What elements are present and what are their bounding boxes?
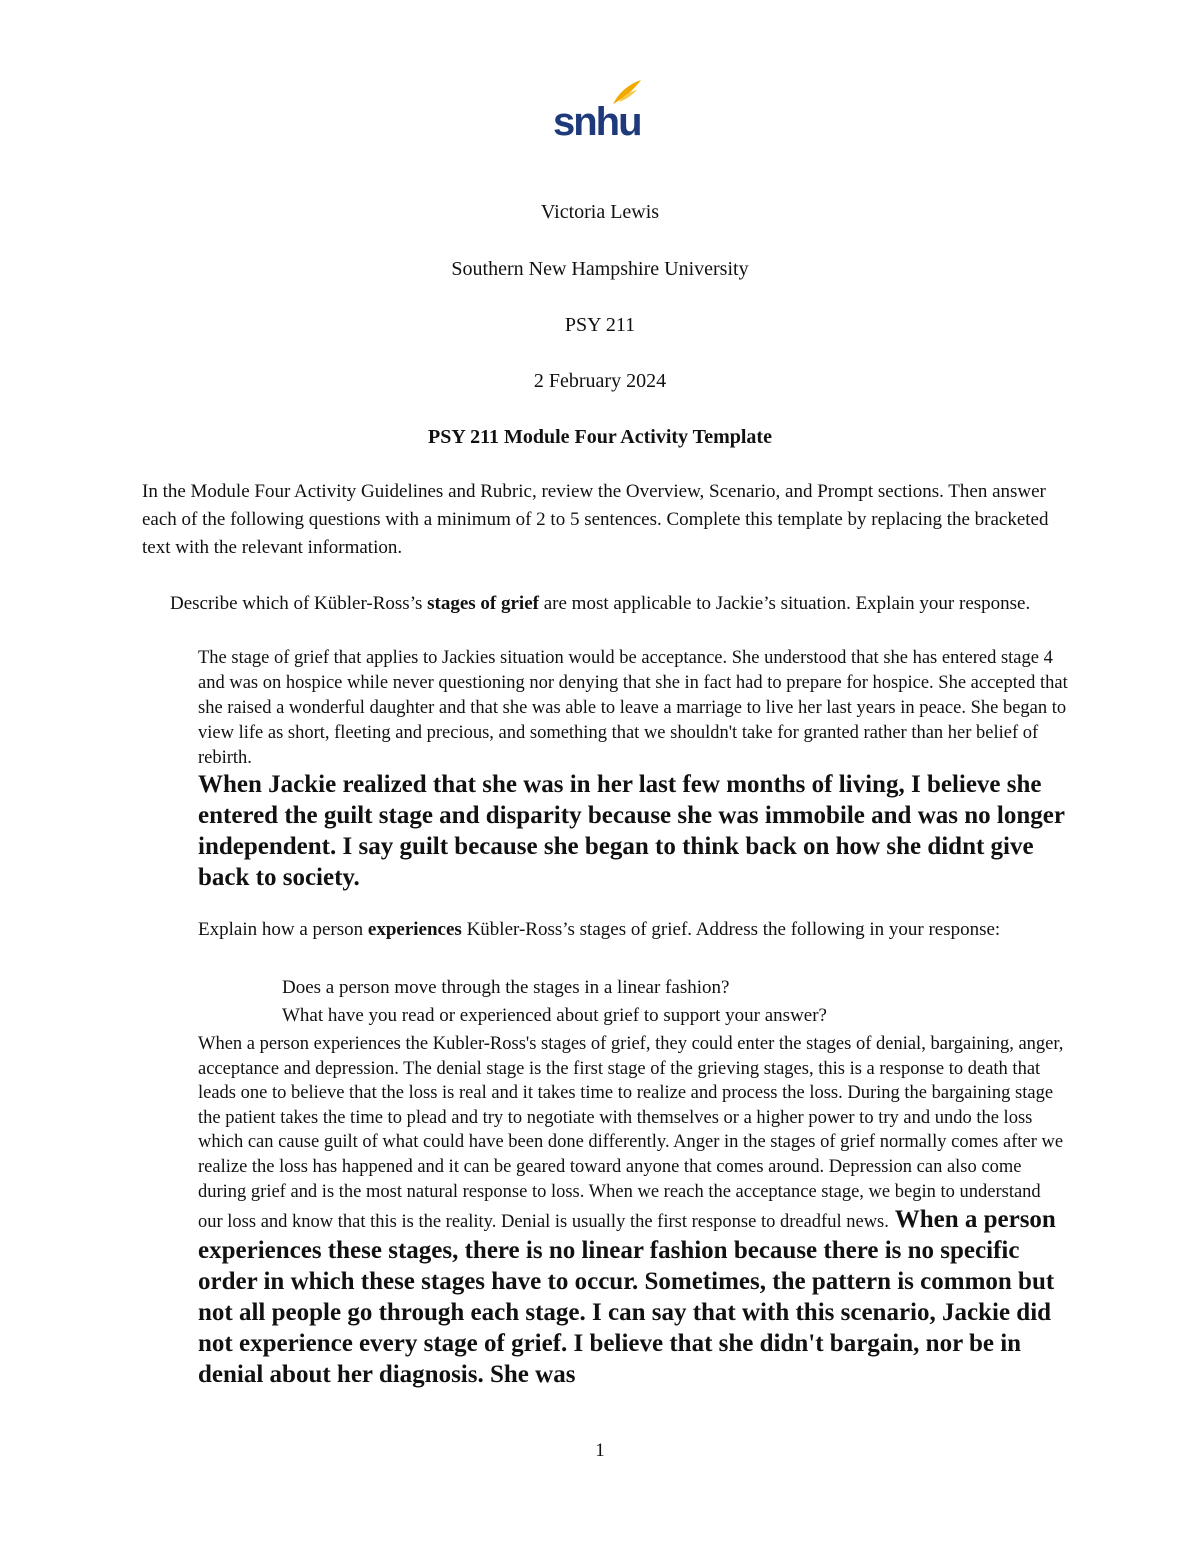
logo-text: snhu — [553, 100, 641, 144]
question-2-sub-1: Does a person move through the stages in a linear fashion? — [282, 977, 730, 998]
question-1 — [170, 590, 1070, 618]
question-2-pre: Explain how a person — [198, 919, 368, 940]
question-2-post: Kübler-Ross’s stages of grief. Address the following in your response: — [461, 919, 1001, 940]
snhu-logo — [553, 78, 645, 142]
answer-2-bold: When a person experiences these stages, there is no linear fashion because there is no specific order in which these stages have to occur. Sometimes, the pattern is common but not all people go through each stage. I can say that with this scenario, Jackie did not experience every stage of grief. I believe that she didn't bargain, nor be in denial about her diagnosis. She was — [198, 1206, 1056, 1389]
question-1-pre: Describe which of Kübler-Ross’s — [170, 593, 428, 614]
intro-paragraph: In the Module Four Activity Guidelines and Rubric, review the Overview, Scenario, and Prompt sections. Then answer each of the following questions with a minimum of 2 to 5 sentences. Complete this template by replacing the bracketed text with the relevant information. — [142, 481, 1049, 558]
institution-name: Southern New Hampshire University — [451, 258, 749, 280]
question-1-post: are most applicable to Jackie’s situation. Explain your response. — [538, 593, 1031, 614]
author-name: Victoria Lewis — [540, 201, 660, 223]
question-2-sub-2: What have you read or experienced about grief to support your answer? — [282, 1005, 827, 1026]
answer-2-text: When a person experiences the Kubler-Ross's stages of grief, they could enter the stages of denial, bargaining, anger, acceptance and depression. The denial stage is the first stage of the grieving stages, this is a response to death that leads one to believe that the loss is real and it takes time to realize and process the loss. During the bargaining stage the patient takes the time to plead and try to negotiate with themselves or a higher power to try and undo the loss which can cause guilt of what could have been done differently. Anger in the stages of grief normally comes after we realize the loss has happened and it can be geared toward anyone that comes around. Depression can also come during grief and is the most natural response to loss. When we reach the acceptance stage, we begin to understand our loss and know that this is the reality. Denial is usually the first response to dreadful news. — [198, 1034, 1064, 1233]
document-date: 2 February 2024 — [533, 370, 667, 392]
answer-1: The stage of grief that applies to Jackies situation would be acceptance. She understood that she has entered stage 4 and was on hospice while never questioning nor denying that she in fact had to prepare for hospice. She accepted that she raised a wonderful daughter and that she was able to leave a marriage to live her last years in peace. She began to view life as short, fleeting and precious, and something that we shouldn't take for granted rather than her belief of rebirth. — [198, 648, 1068, 768]
answer-2 — [198, 1032, 1068, 1390]
question-1-bold: stages of grief — [427, 593, 539, 614]
course-code: PSY 211 — [564, 314, 636, 336]
page-title: PSY 211 Module Four Activity Template — [428, 426, 772, 448]
question-2 — [198, 916, 1058, 944]
answer-1-bold: When Jackie realized that she was in her last few months of living, I believe she entered the guilt stage and disparity because she was immobile and was no longer independent. I say guilt because she began to think back on how she didnt give back to society. — [198, 771, 1065, 891]
page-number: 1 — [595, 1440, 605, 1461]
question-2-bold: experiences — [367, 919, 462, 940]
